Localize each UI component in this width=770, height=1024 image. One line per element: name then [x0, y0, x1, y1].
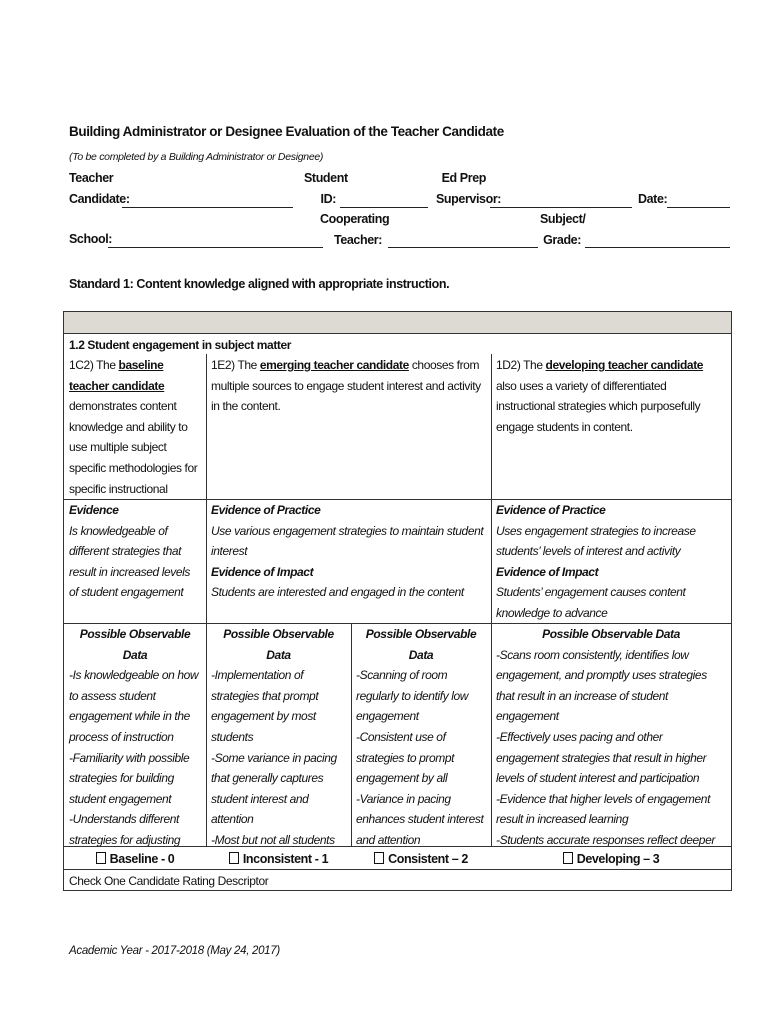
baseline-descriptor: 1C2) The baseline teacher candidate demonstrates content knowledge and ability to use multiple subject specific methodologies for specific instructional: [69, 358, 198, 496]
rating-baseline[interactable]: Baseline - 0: [64, 848, 206, 869]
emerging-descriptor: 1E2) The emerging teacher candidate chooses from multiple sources to engage student interest and activity in the content.: [211, 358, 481, 414]
school-field[interactable]: [108, 247, 323, 248]
rubric-table: [63, 311, 732, 891]
teacher-candidate-label: Teacher Candidate:: [69, 171, 130, 206]
teacher-candidate-field[interactable]: [122, 207, 293, 208]
footer-academic-year: Academic Year - 2017-2018 (May 24, 2017): [69, 945, 280, 957]
date-field[interactable]: [667, 207, 730, 208]
subject-grade-label: Subject/ Grade:: [540, 212, 586, 247]
emerging-evidence: Evidence of Practice Use various engagement strategies to maintain student interest Evidence of Impact Students are interested and engaged in the content: [211, 503, 484, 600]
student-id-label: Student ID:: [304, 171, 348, 206]
ed-prep-supervisor-field[interactable]: [490, 207, 632, 208]
page-title: Building Administrator or Designee Evaluation of the Teacher Candidate: [69, 124, 504, 139]
section-title: 1.2 Student engagement in subject matter: [69, 338, 292, 352]
checkbox-icon[interactable]: [96, 852, 106, 864]
school-label: School:: [69, 232, 113, 246]
page-subtitle: (To be completed by a Building Administrator or Designee): [69, 151, 324, 163]
rating-developing[interactable]: Developing – 3: [491, 848, 731, 869]
baseline-observable: Possible Observable Data -Is knowledgeable on how to assess student engagement while in the process of instruction -Familiarity with possible strategies for building student engagement -Understands different strategies for adjusting: [69, 627, 199, 846]
developing-observable: Possible Observable Data -Scans room consistently, identifies low engagement, and promptly uses strategies that result in an increase of student engagement -Effectively uses pacing and other engagement strategies that result in higher levels of student interest and participation -Evidence that higher levels of engagement result in increased learning -Students accurate responses reflect deeper: [496, 627, 715, 846]
rating-consistent[interactable]: Consistent – 2: [351, 848, 491, 869]
student-id-field[interactable]: [340, 207, 428, 208]
baseline-evidence: Evidence Is knowledgeable of different strategies that result in increased levels of student engagement: [69, 503, 190, 600]
date-label: Date:: [638, 192, 668, 206]
check-one-label: Check One Candidate Rating Descriptor: [69, 874, 269, 888]
ed-prep-supervisor-label: Ed Prep Supervisor:: [436, 171, 502, 206]
subject-grade-field[interactable]: [585, 247, 730, 248]
checkbox-icon[interactable]: [229, 852, 239, 864]
cooperating-teacher-label: Cooperating Teacher:: [320, 212, 390, 247]
standard-heading: Standard 1: Content knowledge aligned with appropriate instruction.: [69, 277, 450, 291]
rating-inconsistent[interactable]: Inconsistent - 1: [206, 848, 351, 869]
checkbox-icon[interactable]: [374, 852, 384, 864]
developing-descriptor: 1D2) The developing teacher candidate also uses a variety of differentiated instructional strategies which purposefully engage students in content.: [496, 358, 704, 434]
checkbox-icon[interactable]: [563, 852, 573, 864]
consistent-observable: Possible Observable Data -Scanning of room regularly to identify low engagement -Consistent use of strategies to prompt engagement by all -Variance in pacing enhances student interest and attention: [356, 627, 484, 846]
cooperating-teacher-field[interactable]: [388, 247, 538, 248]
rubric-header-bar: [64, 312, 731, 334]
inconsistent-observable: Possible Observable Data -Implementation of strategies that prompt engagement by most students -Some variance in pacing that generally captures student interest and attention -Most but not all students: [211, 627, 337, 846]
developing-evidence: Evidence of Practice Uses engagement strategies to increase students’ levels of interest and activity Evidence of Impact Students’ engagement causes content knowledge to advance: [496, 503, 696, 620]
